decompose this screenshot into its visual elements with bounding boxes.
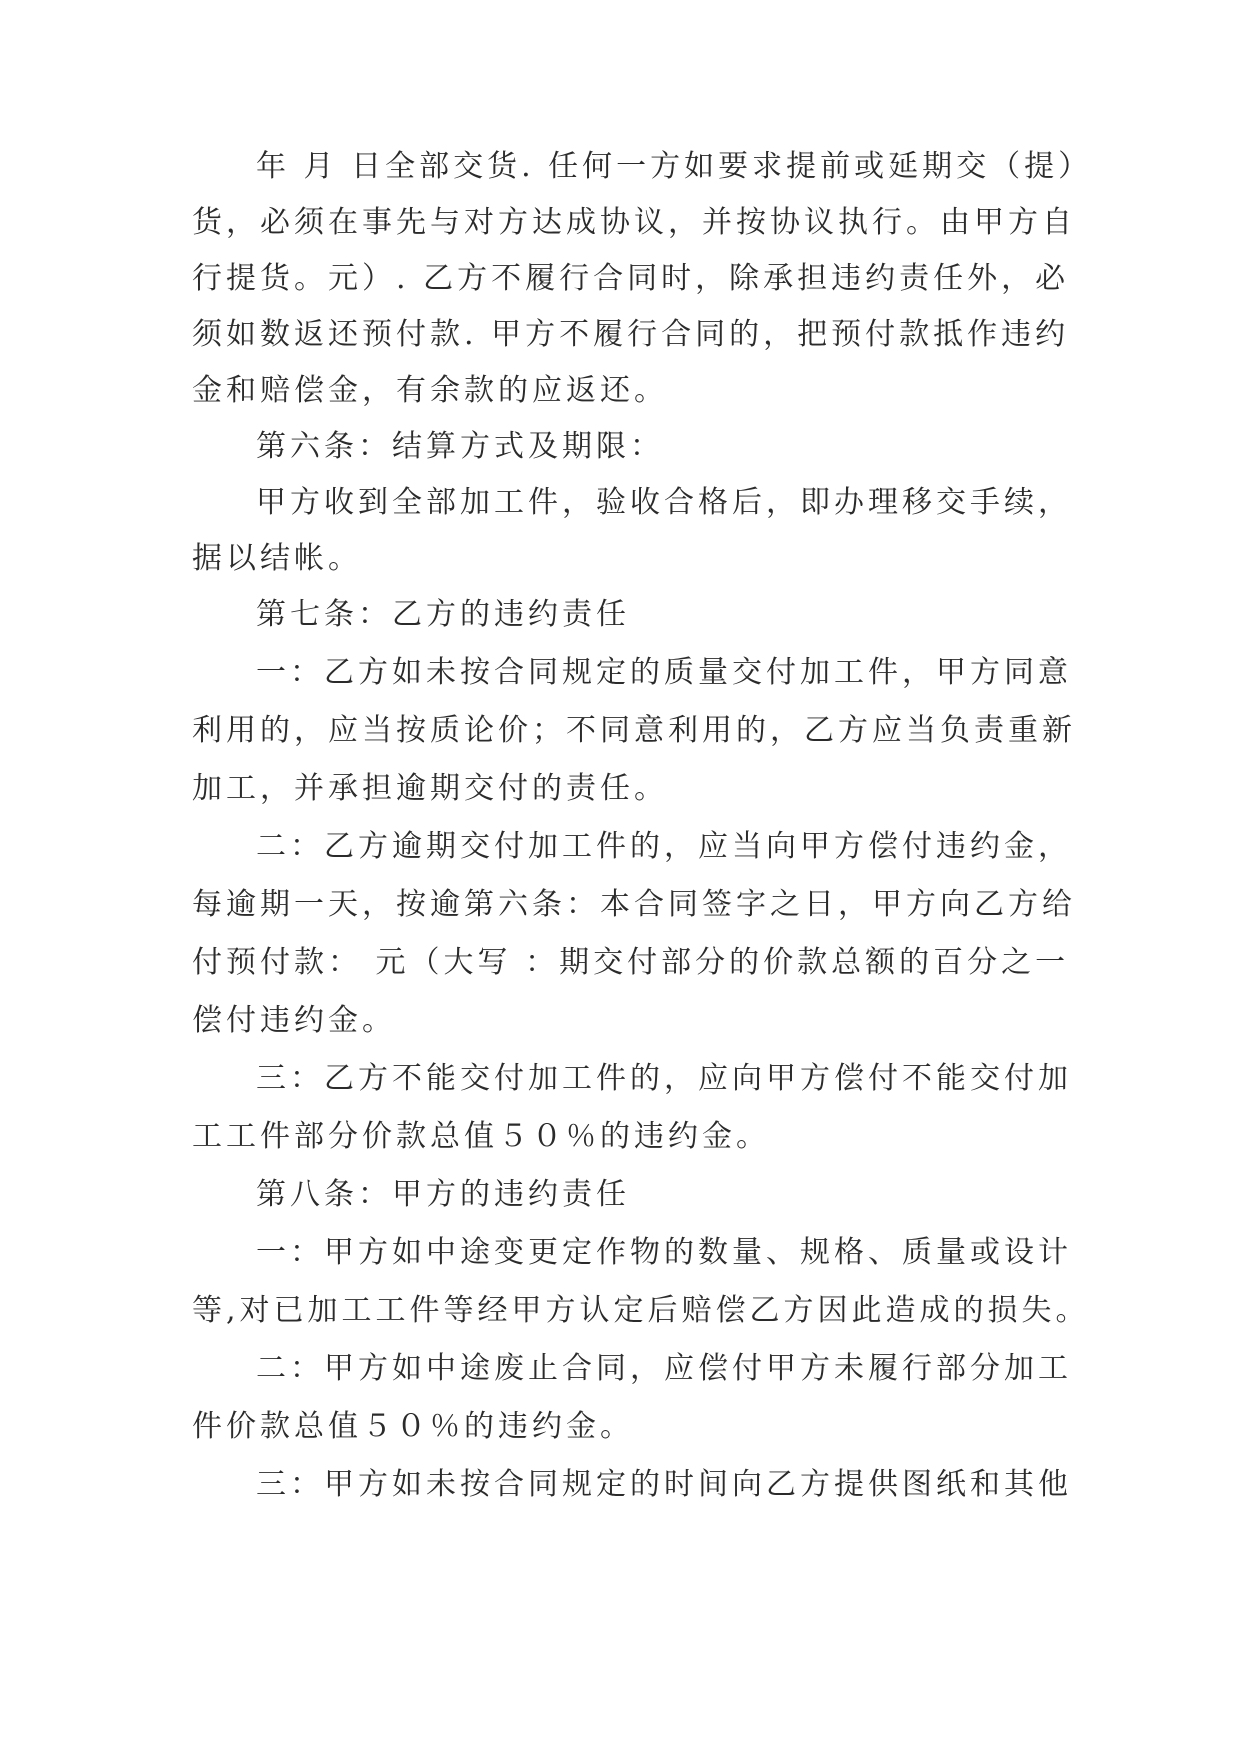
text-line-18: 工工件部分价款总值５０％的违约金。 (192, 1119, 770, 1154)
section-heading-6: 第六条：结算方式及期限： (256, 429, 664, 464)
text-line-12: 加工，并承担逾期交付的责任。 (192, 771, 668, 806)
text-line-16: 偿付违约金。 (192, 1003, 396, 1038)
text-line-15: 付预付款： 元（大写 ：期交付部分的价款总额的百分之一 (192, 945, 1070, 980)
text-line-5: 金和赔偿金，有余款的应返还。 (192, 373, 668, 408)
text-line-7: 甲方收到全部加工件，验收合格后，即办理移交手续， (256, 485, 1072, 520)
section-heading-7: 第七条：乙方的违约责任 (256, 597, 630, 632)
text-line-14: 每逾期一天，按逾第六条：本合同签字之日，甲方向乙方给 (192, 887, 1076, 922)
text-line-10: 一：乙方如未按合同规定的质量交付加工件，甲方同意 (256, 655, 1072, 690)
text-line-24: 三：甲方如未按合同规定的时间向乙方提供图纸和其他 (256, 1467, 1072, 1502)
text-line-17: 三：乙方不能交付加工件的，应向甲方偿付不能交付加 (256, 1061, 1072, 1096)
text-line-23: 件价款总值５０％的违约金。 (192, 1409, 634, 1444)
text-line-22: 二：甲方如中途废止合同，应偿付甲方未履行部分加工 (256, 1351, 1072, 1386)
text-line-11: 利用的，应当按质论价；不同意利用的，乙方应当负责重新 (192, 713, 1076, 748)
text-line-21: 等,对已加工工件等经甲方认定后赔偿乙方因此造成的损失。 (192, 1293, 1090, 1328)
section-heading-8: 第八条：甲方的违约责任 (256, 1177, 630, 1212)
text-line-2: 货，必须在事先与对方达成协议，并按协议执行。由甲方自 (192, 205, 1076, 240)
text-line-13: 二：乙方逾期交付加工件的，应当向甲方偿付违约金， (256, 829, 1072, 864)
text-line-8: 据以结帐。 (192, 541, 362, 576)
text-line-20: 一：甲方如中途变更定作物的数量、规格、质量或设计 (256, 1235, 1072, 1270)
text-line-3: 行提货。元）. 乙方不履行合同时，除承担违约责任外，必 (192, 261, 1070, 296)
text-line-4: 须如数返还预付款. 甲方不履行合同的，把预付款抵作违约 (192, 317, 1070, 352)
text-line-1: 年 月 日全部交货. 任何一方如要求提前或延期交（提） (256, 149, 1093, 184)
